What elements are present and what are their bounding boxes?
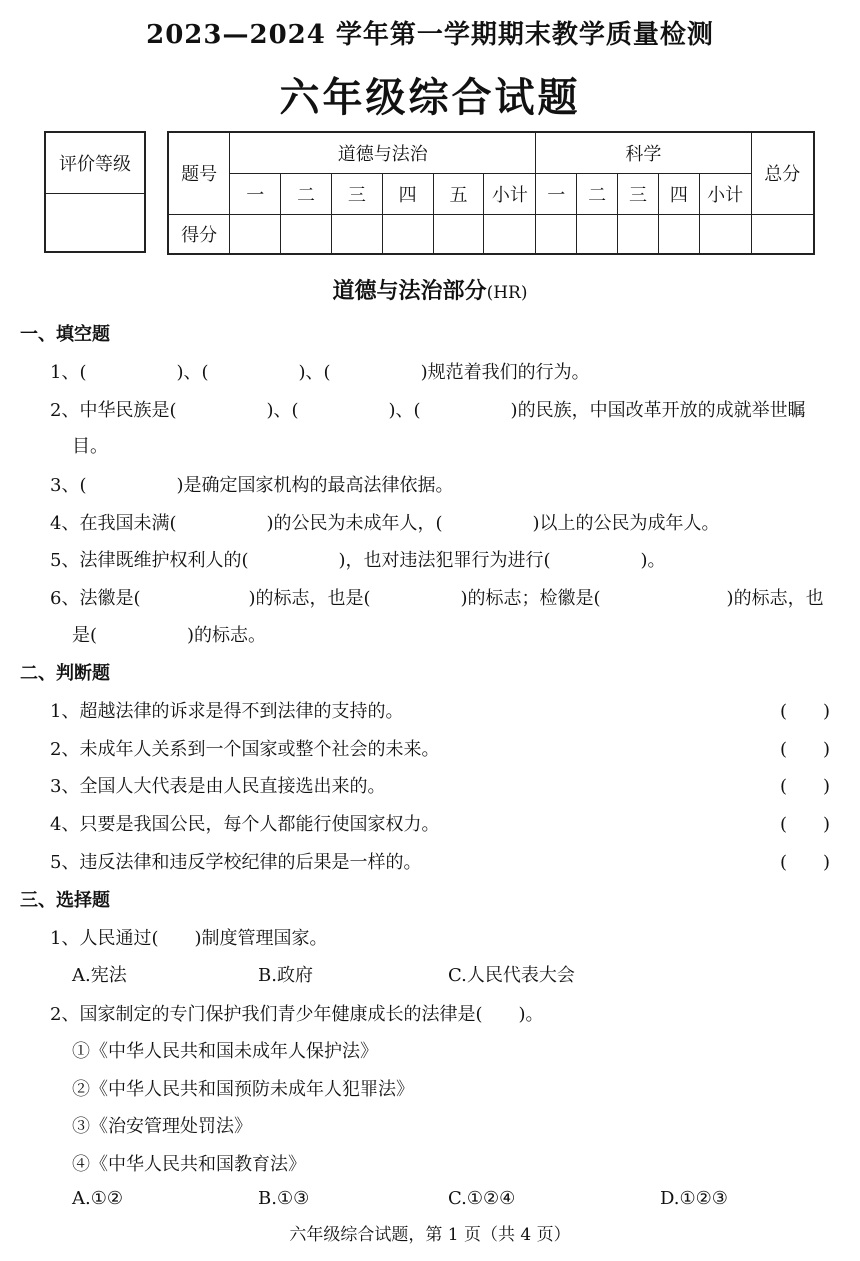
col-header: 四 (382, 173, 433, 214)
fill-question: 4、在我国未满( )的公民为未成年人，( )以上的公民为成年人。 (50, 513, 720, 534)
part3-heading: 三、选择题 (20, 890, 110, 911)
option-d: D.①②③ (660, 1188, 728, 1209)
score-cell[interactable] (281, 214, 332, 254)
page-footer: 六年级综合试题，第 1 页（共 4 页） (289, 1225, 571, 1245)
col-header: 二 (281, 173, 332, 214)
score-cell[interactable] (658, 214, 699, 254)
evaluation-grade-box (44, 131, 146, 253)
judge-question: 2、未成年人关系到一个国家或整个社会的未来。 (50, 739, 440, 760)
option-a: A.宪法 (72, 965, 127, 986)
total-header: 总分 (751, 132, 814, 214)
fill-question: 6、法徽是( )的标志，也是( )的标志；检徽是( )的标志，也 (50, 588, 824, 609)
judge-question: 5、违反法律和违反学校纪律的后果是一样的。 (50, 852, 422, 873)
score-cell[interactable] (618, 214, 659, 254)
choice-question: 2、国家制定的专门保护我们青少年健康成长的法律是( )。 (50, 1004, 544, 1025)
answer-parens[interactable]: ( ) (780, 739, 831, 760)
total-score-cell[interactable] (751, 214, 814, 254)
answer-parens[interactable]: ( ) (780, 776, 831, 797)
option-c: C.人民代表大会 (448, 965, 575, 986)
option-b: B.政府 (258, 965, 313, 986)
col-header: 一 (536, 173, 577, 214)
score-table (167, 131, 815, 255)
part1-heading: 一、填空题 (20, 324, 110, 345)
answer-parens[interactable]: ( ) (780, 814, 831, 835)
answer-parens[interactable]: ( ) (780, 852, 831, 873)
exam-subtitle: 六年级综合试题 (279, 74, 581, 121)
exam-title: 2023—2024 学年第一学期期末教学质量检测 (146, 20, 714, 50)
tihao-header: 题号 (168, 132, 230, 214)
fill-question: 3、( )是确定国家机构的最高法律依据。 (50, 475, 454, 496)
fill-question-continued: 目。 (72, 436, 108, 457)
section-title (0, 274, 860, 305)
option-c: C.①②④ (448, 1188, 516, 1209)
morality-law-header: 道德与法治 (230, 132, 536, 173)
score-cell[interactable] (230, 214, 281, 254)
judge-question: 3、全国人大代表是由人民直接选出来的。 (50, 776, 386, 797)
col-header: 三 (331, 173, 382, 214)
score-cell[interactable] (331, 214, 382, 254)
judge-question: 1、超越法律的诉求是得不到法律的支持的。 (50, 701, 404, 722)
col-header: 二 (577, 173, 618, 214)
law-item: ①《中华人民共和国未成年人保护法》 (72, 1041, 378, 1062)
law-item: ④《中华人民共和国教育法》 (72, 1154, 306, 1175)
fill-question-continued: 是( )的标志。 (72, 625, 267, 646)
col-header: 五 (433, 173, 484, 214)
fill-question: 1、( )、( )、( )规范着我们的行为。 (50, 362, 590, 383)
option-a: A.①② (72, 1188, 123, 1209)
fill-question: 5、法律既维护权利人的( )，也对违法犯罪行为进行( )。 (50, 550, 666, 571)
score-cell[interactable] (382, 214, 433, 254)
defen-header: 得分 (168, 214, 230, 254)
score-cell[interactable] (536, 214, 577, 254)
col-header: 小计 (699, 173, 751, 214)
score-cell[interactable] (433, 214, 484, 254)
option-b: B.①③ (258, 1188, 310, 1209)
col-header: 四 (658, 173, 699, 214)
answer-parens[interactable]: ( ) (780, 701, 831, 722)
col-header: 小计 (484, 173, 536, 214)
col-header: 三 (618, 173, 659, 214)
score-cell[interactable] (699, 214, 751, 254)
science-header: 科学 (536, 132, 751, 173)
part2-heading: 二、判断题 (20, 663, 110, 684)
section-title-text: 道德与法治部分 (332, 279, 487, 304)
section-code: (HR) (486, 283, 528, 303)
law-item: ②《中华人民共和国预防未成年人犯罪法》 (72, 1079, 414, 1100)
law-item: ③《治安管理处罚法》 (72, 1116, 252, 1137)
evaluation-grade-label: 评价等级 (46, 133, 144, 194)
choice-question: 1、人民通过( )制度管理国家。 (50, 928, 328, 949)
score-cell[interactable] (577, 214, 618, 254)
judge-question: 4、只要是我国公民，每个人都能行使国家权力。 (50, 814, 440, 835)
fill-question: 2、中华民族是( )、( )、( )的民族，中国改革开放的成就举世瞩 (50, 400, 806, 421)
col-header: 一 (230, 173, 281, 214)
score-cell[interactable] (484, 214, 536, 254)
